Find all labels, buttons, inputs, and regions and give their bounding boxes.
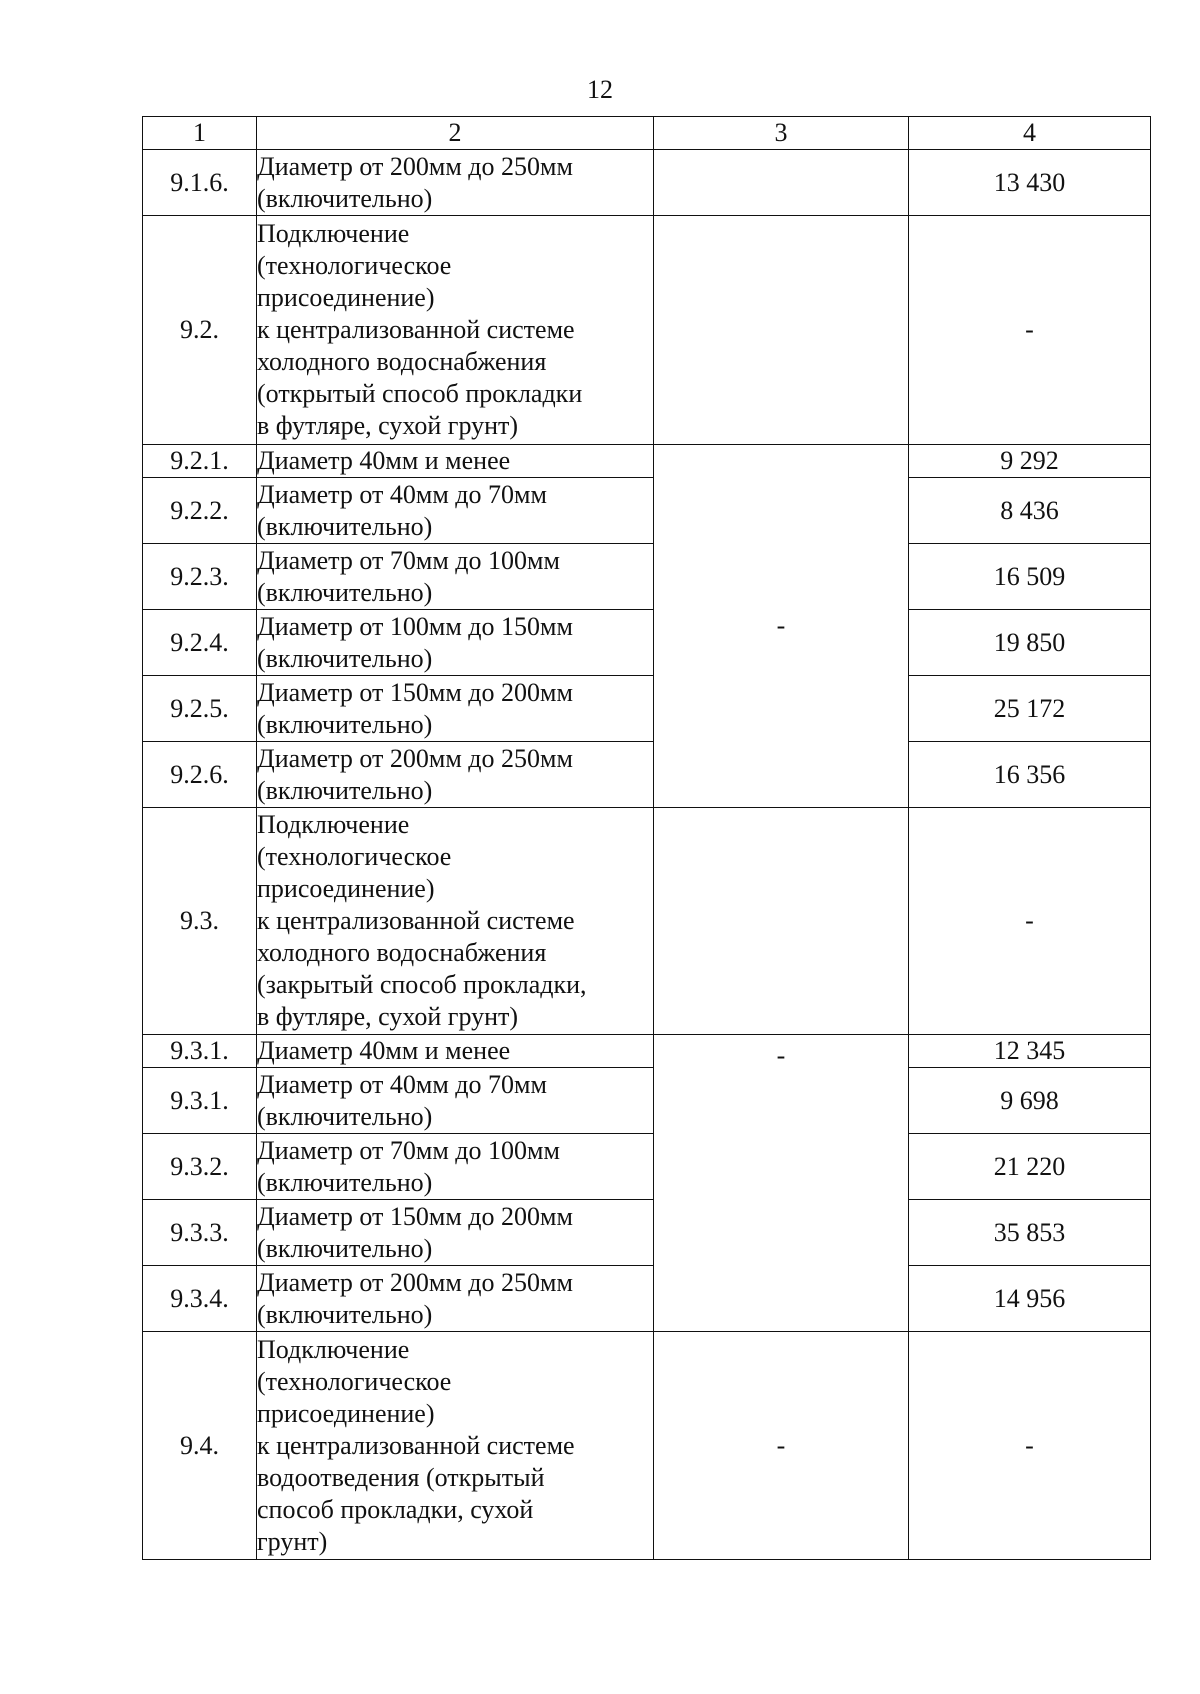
description-line: (включительно) (257, 775, 433, 805)
description-line: Диаметр от 40мм до 70мм (257, 479, 547, 509)
table-row (143, 150, 1151, 216)
description-line: (включительно) (257, 643, 433, 673)
row-description (257, 1332, 654, 1560)
row-value: 9 292 (909, 445, 1151, 478)
description-line: (включительно) (257, 577, 433, 607)
description-line: в футляре, сухой грунт) (257, 411, 519, 440)
row-description (257, 1200, 654, 1266)
row-col3 (654, 216, 909, 445)
row-number: 9.3. (143, 808, 257, 1035)
description-line: водоотведения (открытый (257, 1462, 545, 1492)
row-description (257, 676, 654, 742)
table-row (143, 544, 1151, 610)
table-row (143, 676, 1151, 742)
row-value: 14 956 (909, 1266, 1151, 1332)
description-line: (технологическое (257, 1366, 452, 1396)
description-line: Подключение (257, 1334, 410, 1364)
row-number: 9.3.1. (143, 1035, 257, 1068)
description-line: Диаметр от 200мм до 250мм (257, 743, 573, 773)
table-row (143, 1035, 1151, 1068)
row-description (257, 808, 654, 1035)
row-value: 16 356 (909, 742, 1151, 808)
description-line: (технологическое (257, 251, 452, 280)
description-line: Диаметр от 150мм до 200мм (257, 677, 573, 707)
row-col3: - (654, 1332, 909, 1560)
description-line: Диаметр от 200мм до 250мм (257, 151, 573, 181)
table-row (143, 1200, 1151, 1266)
description-line: (включительно) (257, 709, 433, 739)
row-description (257, 150, 654, 216)
header-col-4: 4 (909, 117, 1151, 150)
row-description (257, 445, 654, 478)
row-number: 9.2.2. (143, 478, 257, 544)
row-number: 9.2.6. (143, 742, 257, 808)
row-value: 13 430 (909, 150, 1151, 216)
description-line: присоединение) (257, 283, 435, 312)
row-number: 9.2.5. (143, 676, 257, 742)
description-line: Подключение (257, 219, 410, 248)
row-description (257, 1068, 654, 1134)
description-line: в футляре, сухой грунт) (257, 1002, 519, 1031)
description-line: Диаметр от 70мм до 100мм (257, 545, 560, 575)
row-number: 9.2.3. (143, 544, 257, 610)
description-line: (включительно) (257, 1101, 433, 1131)
row-number: 9.1.6. (143, 150, 257, 216)
table-row (143, 1266, 1151, 1332)
description-line: Диаметр 40мм и менее (257, 1036, 511, 1065)
table-row (143, 1134, 1151, 1200)
row-value: 12 345 (909, 1035, 1151, 1068)
row-value: - (909, 216, 1151, 445)
table-row (143, 478, 1151, 544)
table-row (143, 445, 1151, 478)
description-line: (включительно) (257, 511, 433, 541)
tariff-table (142, 116, 1151, 1560)
row-value: 16 509 (909, 544, 1151, 610)
table-row (143, 1068, 1151, 1134)
description-line: способ прокладки, сухой (257, 1494, 534, 1524)
row-number: 9.3.1. (143, 1068, 257, 1134)
header-col-1: 1 (143, 117, 257, 150)
row-description (257, 216, 654, 445)
table-row (143, 808, 1151, 1035)
row-number: 9.4. (143, 1332, 257, 1560)
row-number: 9.2.4. (143, 610, 257, 676)
description-line: к централизованной системе (257, 1430, 575, 1460)
description-line: присоединение) (257, 1398, 435, 1428)
row-value: - (909, 1332, 1151, 1560)
row-col3 (654, 808, 909, 1035)
description-line: холодного водоснабжения (257, 938, 547, 967)
table-row (143, 742, 1151, 808)
description-line: Диаметр от 100мм до 150мм (257, 611, 573, 641)
description-line: к централизованной системе (257, 315, 575, 344)
row-description (257, 544, 654, 610)
table-row (143, 1332, 1151, 1560)
row-number: 9.3.2. (143, 1134, 257, 1200)
description-line: (включительно) (257, 1299, 433, 1329)
row-number: 9.3.3. (143, 1200, 257, 1266)
description-line: (включительно) (257, 1233, 433, 1263)
row-description (257, 478, 654, 544)
row-number: 9.3.4. (143, 1266, 257, 1332)
row-value: 25 172 (909, 676, 1151, 742)
description-line: Диаметр 40мм и менее (257, 446, 511, 475)
row-value: 9 698 (909, 1068, 1151, 1134)
row-col3-merged: - (654, 445, 909, 808)
row-col3-merged: - (654, 1035, 909, 1332)
header-row (143, 117, 1151, 150)
row-value: 35 853 (909, 1200, 1151, 1266)
table-row (143, 610, 1151, 676)
row-description (257, 742, 654, 808)
row-col3 (654, 150, 909, 216)
description-line: (включительно) (257, 183, 433, 213)
description-line: (закрытый способ прокладки, (257, 970, 587, 999)
table-row (143, 216, 1151, 445)
description-line: грунт) (257, 1526, 328, 1556)
description-line: к централизованной системе (257, 906, 575, 935)
description-line: Диаметр от 200мм до 250мм (257, 1267, 573, 1297)
page-number: 12 (587, 75, 613, 104)
row-value: 21 220 (909, 1134, 1151, 1200)
description-line: холодного водоснабжения (257, 347, 547, 376)
header-col-3: 3 (654, 117, 909, 150)
row-description (257, 1266, 654, 1332)
description-line: Диаметр от 40мм до 70мм (257, 1069, 547, 1099)
row-value: 8 436 (909, 478, 1151, 544)
row-description (257, 1035, 654, 1068)
description-line: Диаметр от 70мм до 100мм (257, 1135, 560, 1165)
description-line: присоединение) (257, 874, 435, 903)
row-number: 9.2.1. (143, 445, 257, 478)
description-line: Диаметр от 150мм до 200мм (257, 1201, 573, 1231)
row-description (257, 610, 654, 676)
row-description (257, 1134, 654, 1200)
row-value: - (909, 808, 1151, 1035)
header-col-2: 2 (257, 117, 654, 150)
description-line: (технологическое (257, 842, 452, 871)
description-line: (открытый способ прокладки (257, 379, 583, 408)
description-line: (включительно) (257, 1167, 433, 1197)
description-line: Подключение (257, 810, 410, 839)
row-value: 19 850 (909, 610, 1151, 676)
row-number: 9.2. (143, 216, 257, 445)
